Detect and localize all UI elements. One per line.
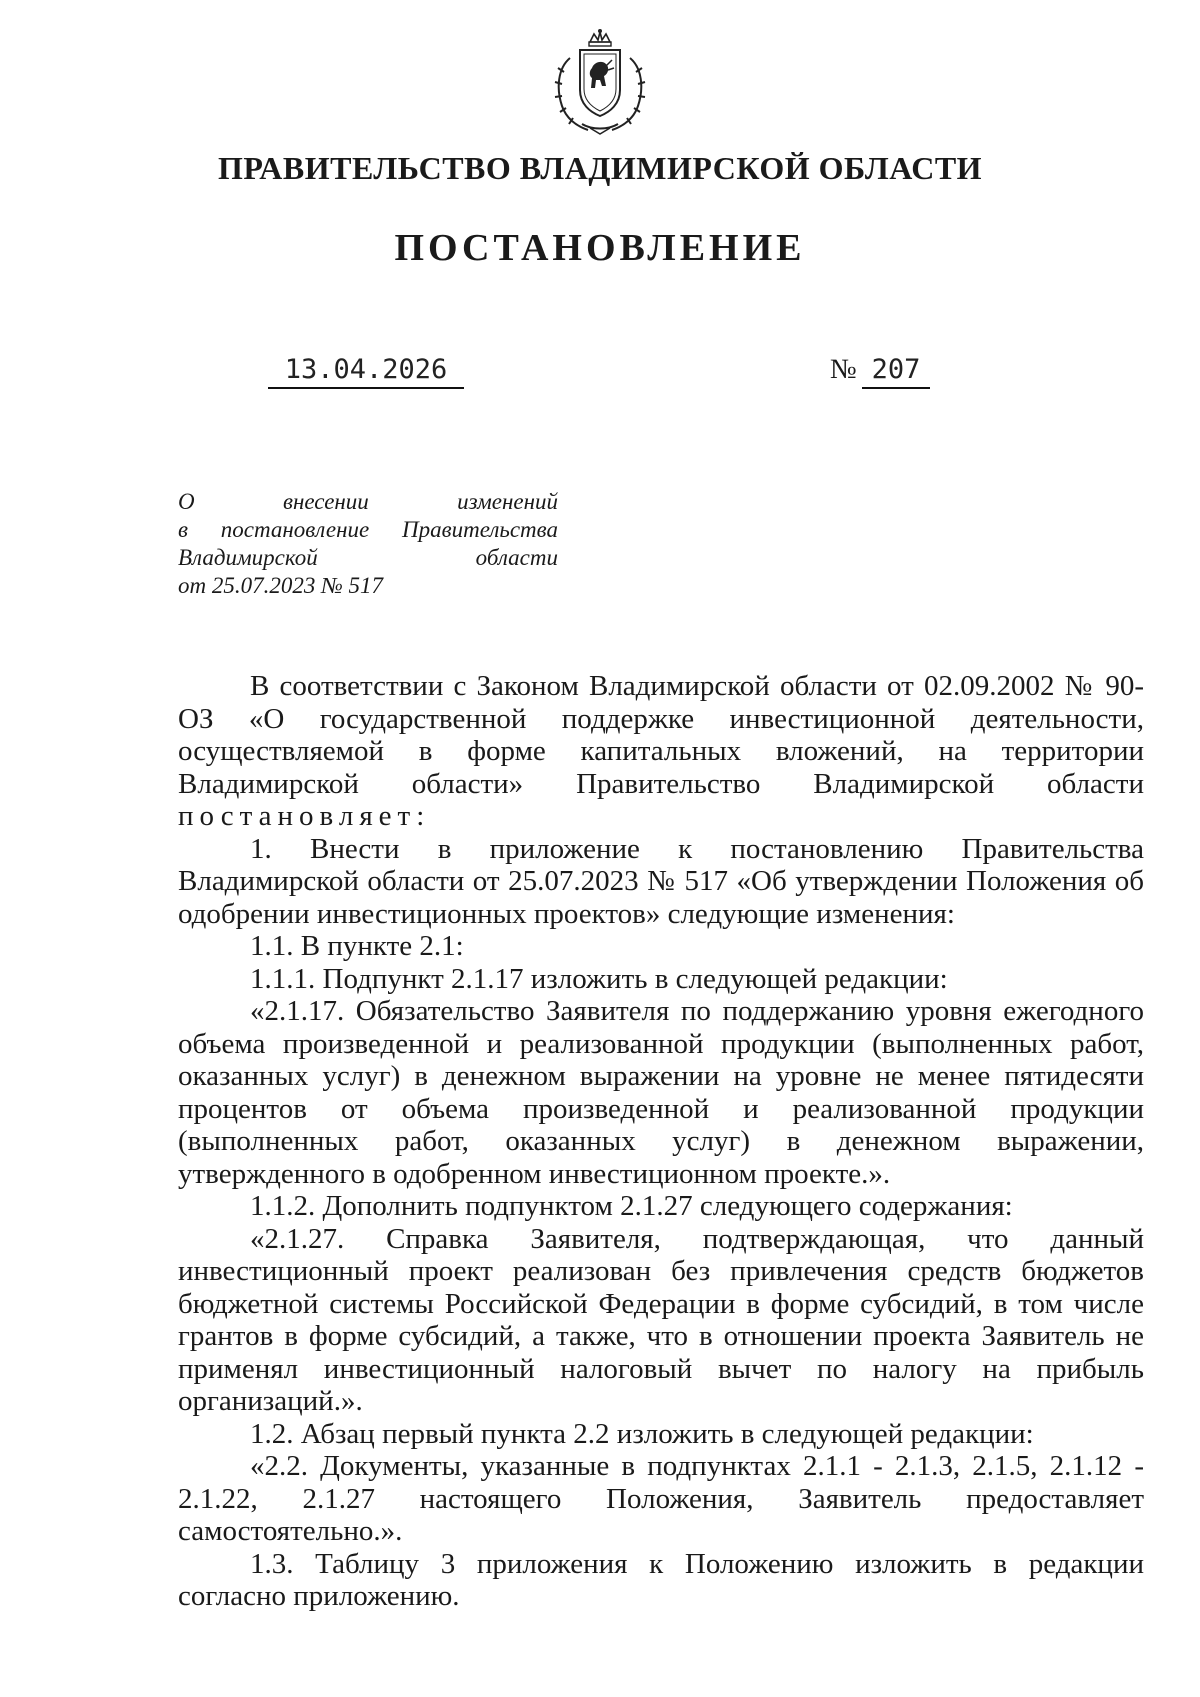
number-label: № xyxy=(830,354,857,385)
document-body xyxy=(178,670,1144,1613)
paragraph-1-2: 1.2. Абзац первый пункта 2.2 изложить в следующей редакции: xyxy=(250,1417,1034,1450)
subject-line: О внесении изменений xyxy=(178,489,558,514)
document-number: 207 xyxy=(862,354,930,389)
document-date: 13.04.2026 xyxy=(268,354,464,389)
organization-name: ПРАВИТЕЛЬСТВО ВЛАДИМИРСКОЙ ОБЛАСТИ xyxy=(217,150,983,186)
paragraph-1-3: 1.3. Таблицу 3 приложения к Положению изложить в редакции согласно приложению. xyxy=(178,1547,1144,1612)
subject-line: Владимирской области xyxy=(178,545,558,570)
document-type-title: ПОСТАНОВЛЕНИЕ xyxy=(394,227,806,269)
paragraph-1-1: 1.1. В пункте 2.1: xyxy=(250,930,464,962)
paragraph-1-1-2: 1.1.2. Дополнить подпунктом 2.1.27 следующего содержания: xyxy=(250,1190,1013,1222)
subject-line: от 25.07.2023 № 517 xyxy=(178,573,384,598)
subject-line: в постановление Правительства xyxy=(178,517,558,542)
preamble-text: В соответствии с Законом Владимирской области от 02.09.2002 № 90-ОЗ «О государственной поддержке инвестиционной деятельности, осуществляемой в форме капитальных вложений, на территории Владимирской области» Правительство Владимирской области xyxy=(178,670,1144,800)
coat-of-arms-icon xyxy=(540,28,660,136)
quoted-subitem-2-1-17: «2.1.17. Обязательство Заявителя по поддержанию уровня ежегодного объема произведенной и реализованной продукции (выполненных работ, оказанных услуг) в денежном выражении на уровне не менее пятидесяти процентов от объема произведенной и реализованной продукции (выполненных работ, оказанных услуг) в денежном выражении, утвержденного в одобренном инвестиционном проекте.». xyxy=(178,995,1144,1190)
paragraph-1: 1. Внести в приложение к постановлению Правительства Владимирской области от 25.07.2023 № 517 «Об утверждении Положения об одобрении инвестиционных проектов» следующие изменения: xyxy=(178,832,1144,930)
paragraph-1-1-1: 1.1.1. Подпункт 2.1.17 изложить в следующей редакции: xyxy=(250,962,948,995)
resolution-word: постановляет: xyxy=(178,800,431,832)
document-subject xyxy=(178,488,558,600)
quoted-item-2-2: «2.2. Документы, указанные в подпунктах 2.1.1 - 2.1.3, 2.1.5, 2.1.12 - 2.1.22, 2.1.27 настоящего Положения, Заявитель предоставляет самостоятельно.». xyxy=(178,1450,1144,1547)
preamble-paragraph xyxy=(178,670,1144,833)
quoted-subitem-2-1-27: «2.1.27. Справка Заявителя, подтверждающая, что данный инвестиционный проект реализован без привлечения средств бюджетов бюджетной системы Российской Федерации в форме субсидий, в том числе грантов в форме субсидий, а также, что в отношении проекта Заявитель не применял инвестиционный налоговый вычет по налогу на прибыль организаций.». xyxy=(178,1222,1144,1417)
